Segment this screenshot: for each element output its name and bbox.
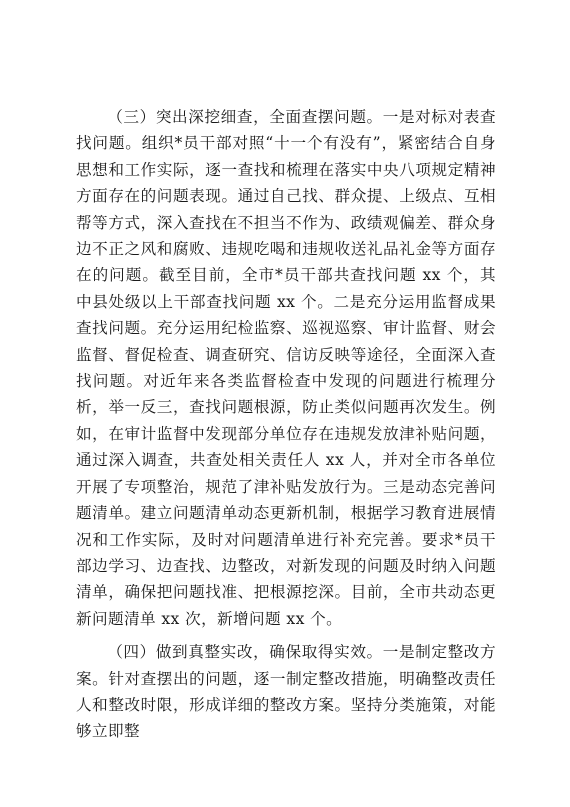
- document-body: [76, 104, 496, 745]
- paragraph-section-3: （三）突出深挖细查，全面查摆问题。一是对标对表查找问题。组织*员干部对照“十一个有没有”，紧密结合自身思想和工作实际，逐一查找和梳理在落实中央八项规定精神方面存在的问题表现。通过自己找、群众提、上级点、互相帮等方式，深入查找在不担当不作为、政绩观偏差、群众身边不正之风和腐败、违规吃喝和违规收送礼品礼金等方面存在的问题。截至目前，全市*员干部共查找问题 xx 个，其中县处级以上干部查找问题 xx 个。二是充分运用监督成果查找问题。充分运用纪检监察、巡视巡察、审计监督、财会监督、督促检查、调查研究、信访反映等途径，全面深入查找问题。对近年来各类监督检查中发现的问题进行梳理分析，举一反三，查找问题根源，防止类似问题再次发生。例如，在审计监督中发现部分单位存在违规发放津补贴问题，通过深入调查，共查处相关责任人 xx 人，并对全市各单位开展了专项整治，规范了津补贴发放行为。三是动态完善问题清单。建立问题清单动态更新机制，根据学习教育进展情况和工作实际，及时对问题清单进行补充完善。要求*员干部边学习、边查找、边整改，对新发现的问题及时纳入问题清单，确保把问题找准、把根源挖深。目前，全市共动态更新问题清单 xx 次，新增问题 xx 个。: [76, 108, 496, 628]
- paragraph-section-4: （四）做到真整实改，确保取得实效。一是制定整改方案。针对查摆出的问题，逐一制定整改措施，明确整改责任人和整改时限，形成详细的整改方案。坚持分类施策，对能够立即整: [76, 643, 496, 741]
